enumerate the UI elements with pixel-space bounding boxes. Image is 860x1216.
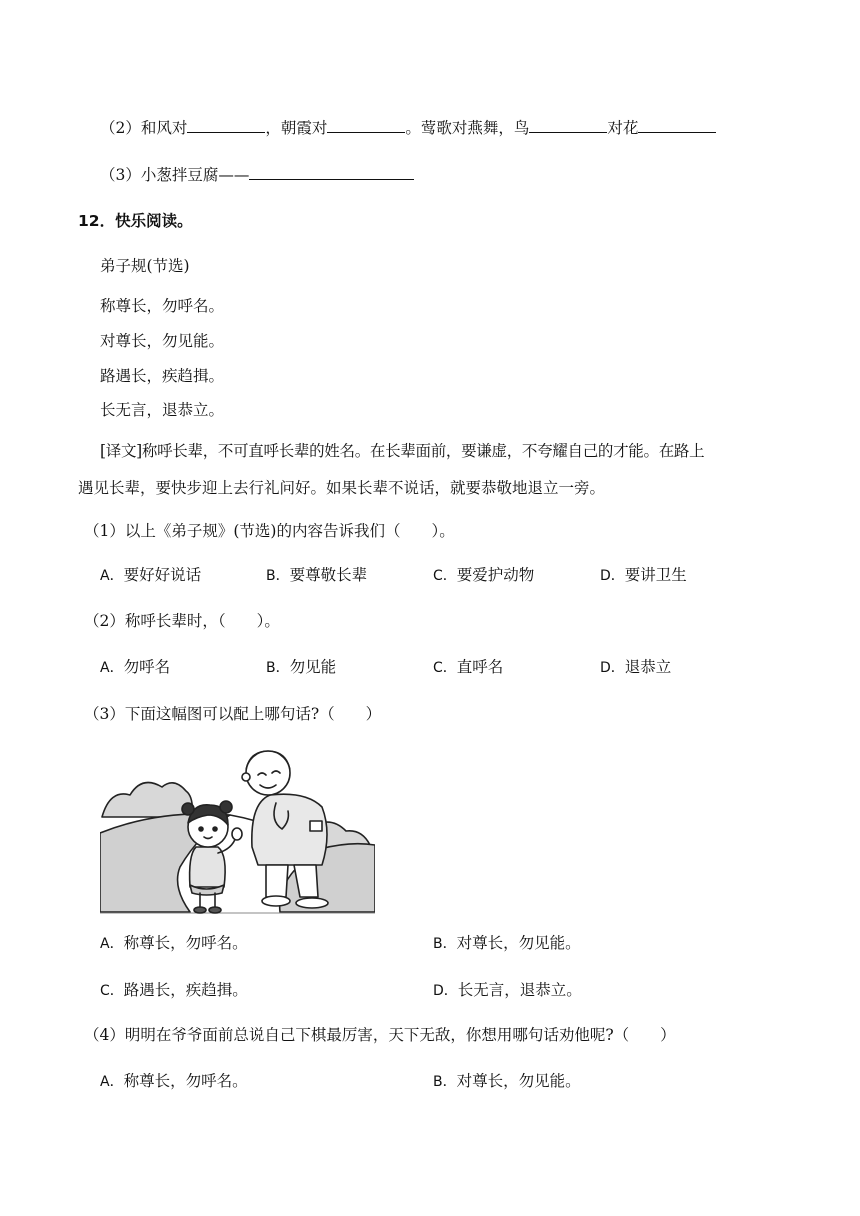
option-c[interactable]: C．路遇长，疾趋揖。 (100, 981, 248, 999)
text-segment: 对花 (607, 119, 639, 137)
poem-line: 对尊长，勿见能。 (100, 332, 225, 350)
text-segment: 。莺歌对燕舞，鸟 (405, 119, 530, 137)
text-segment: 和风对 (140, 119, 188, 137)
answer-blank[interactable] (638, 116, 716, 133)
sub-question-1: （1）以上《弟子规》(节选)的内容告诉我们（ ）。 (84, 522, 455, 540)
poem-title: 弟子规(节选) (100, 257, 190, 275)
text-segment: ，朝霞对 (265, 119, 328, 137)
option-a[interactable]: A．称尊长，勿呼名。 (100, 934, 248, 952)
answer-blank[interactable] (187, 116, 265, 133)
option-b[interactable]: B．对尊长，勿见能。 (433, 1072, 581, 1090)
option-b[interactable]: B．要尊敬长辈 (266, 566, 368, 584)
option-d[interactable]: D．退恭立 (600, 658, 672, 676)
answer-blank[interactable] (529, 116, 607, 133)
poem-line: 长无言，退恭立。 (100, 401, 225, 419)
option-d[interactable]: D．长无言，退恭立。 (433, 981, 582, 999)
poem-line: 路遇长，疾趋揖。 (100, 367, 225, 385)
item-number: （2） (100, 119, 141, 137)
question-title: 12．快乐阅读。 (78, 212, 193, 230)
answer-blank[interactable] (249, 163, 414, 180)
option-a[interactable]: A．要好好说话 (100, 566, 202, 584)
illustration-elder-and-girl (100, 737, 375, 915)
q11-item3 (100, 163, 414, 186)
option-a[interactable]: A．称尊长，勿呼名。 (100, 1072, 248, 1090)
sub-question-3: （3）下面这幅图可以配上哪句话?（ ） (84, 705, 382, 723)
translation-line: [译文]称呼长辈，不可直呼长辈的姓名。在长辈面前，要谦虚，不夸耀自己的才能。在路上 (100, 442, 705, 460)
option-a[interactable]: A．勿呼名 (100, 658, 171, 676)
option-d[interactable]: D．要讲卫生 (600, 566, 687, 584)
poem-line: 称尊长，勿呼名。 (100, 297, 225, 315)
item-number: （3） (100, 166, 141, 184)
option-c[interactable]: C．要爱护动物 (433, 566, 535, 584)
option-b[interactable]: B．对尊长，勿见能。 (433, 934, 581, 952)
answer-blank[interactable] (327, 116, 405, 133)
sub-question-4: （4）明明在爷爷面前总说自己下棋最厉害，天下无敌，你想用哪句话劝他呢?（ ） (84, 1026, 676, 1044)
translation-line: 遇见长辈，要快步迎上去行礼问好。如果长辈不说话，就要恭敬地退立一旁。 (78, 479, 606, 497)
option-b[interactable]: B．勿见能 (266, 658, 337, 676)
sub-question-2: （2）称呼长辈时，（ ）。 (84, 612, 280, 630)
option-c[interactable]: C．直呼名 (433, 658, 504, 676)
text-segment: 小葱拌豆腐—— (140, 166, 250, 184)
q11-item2 (100, 116, 716, 139)
